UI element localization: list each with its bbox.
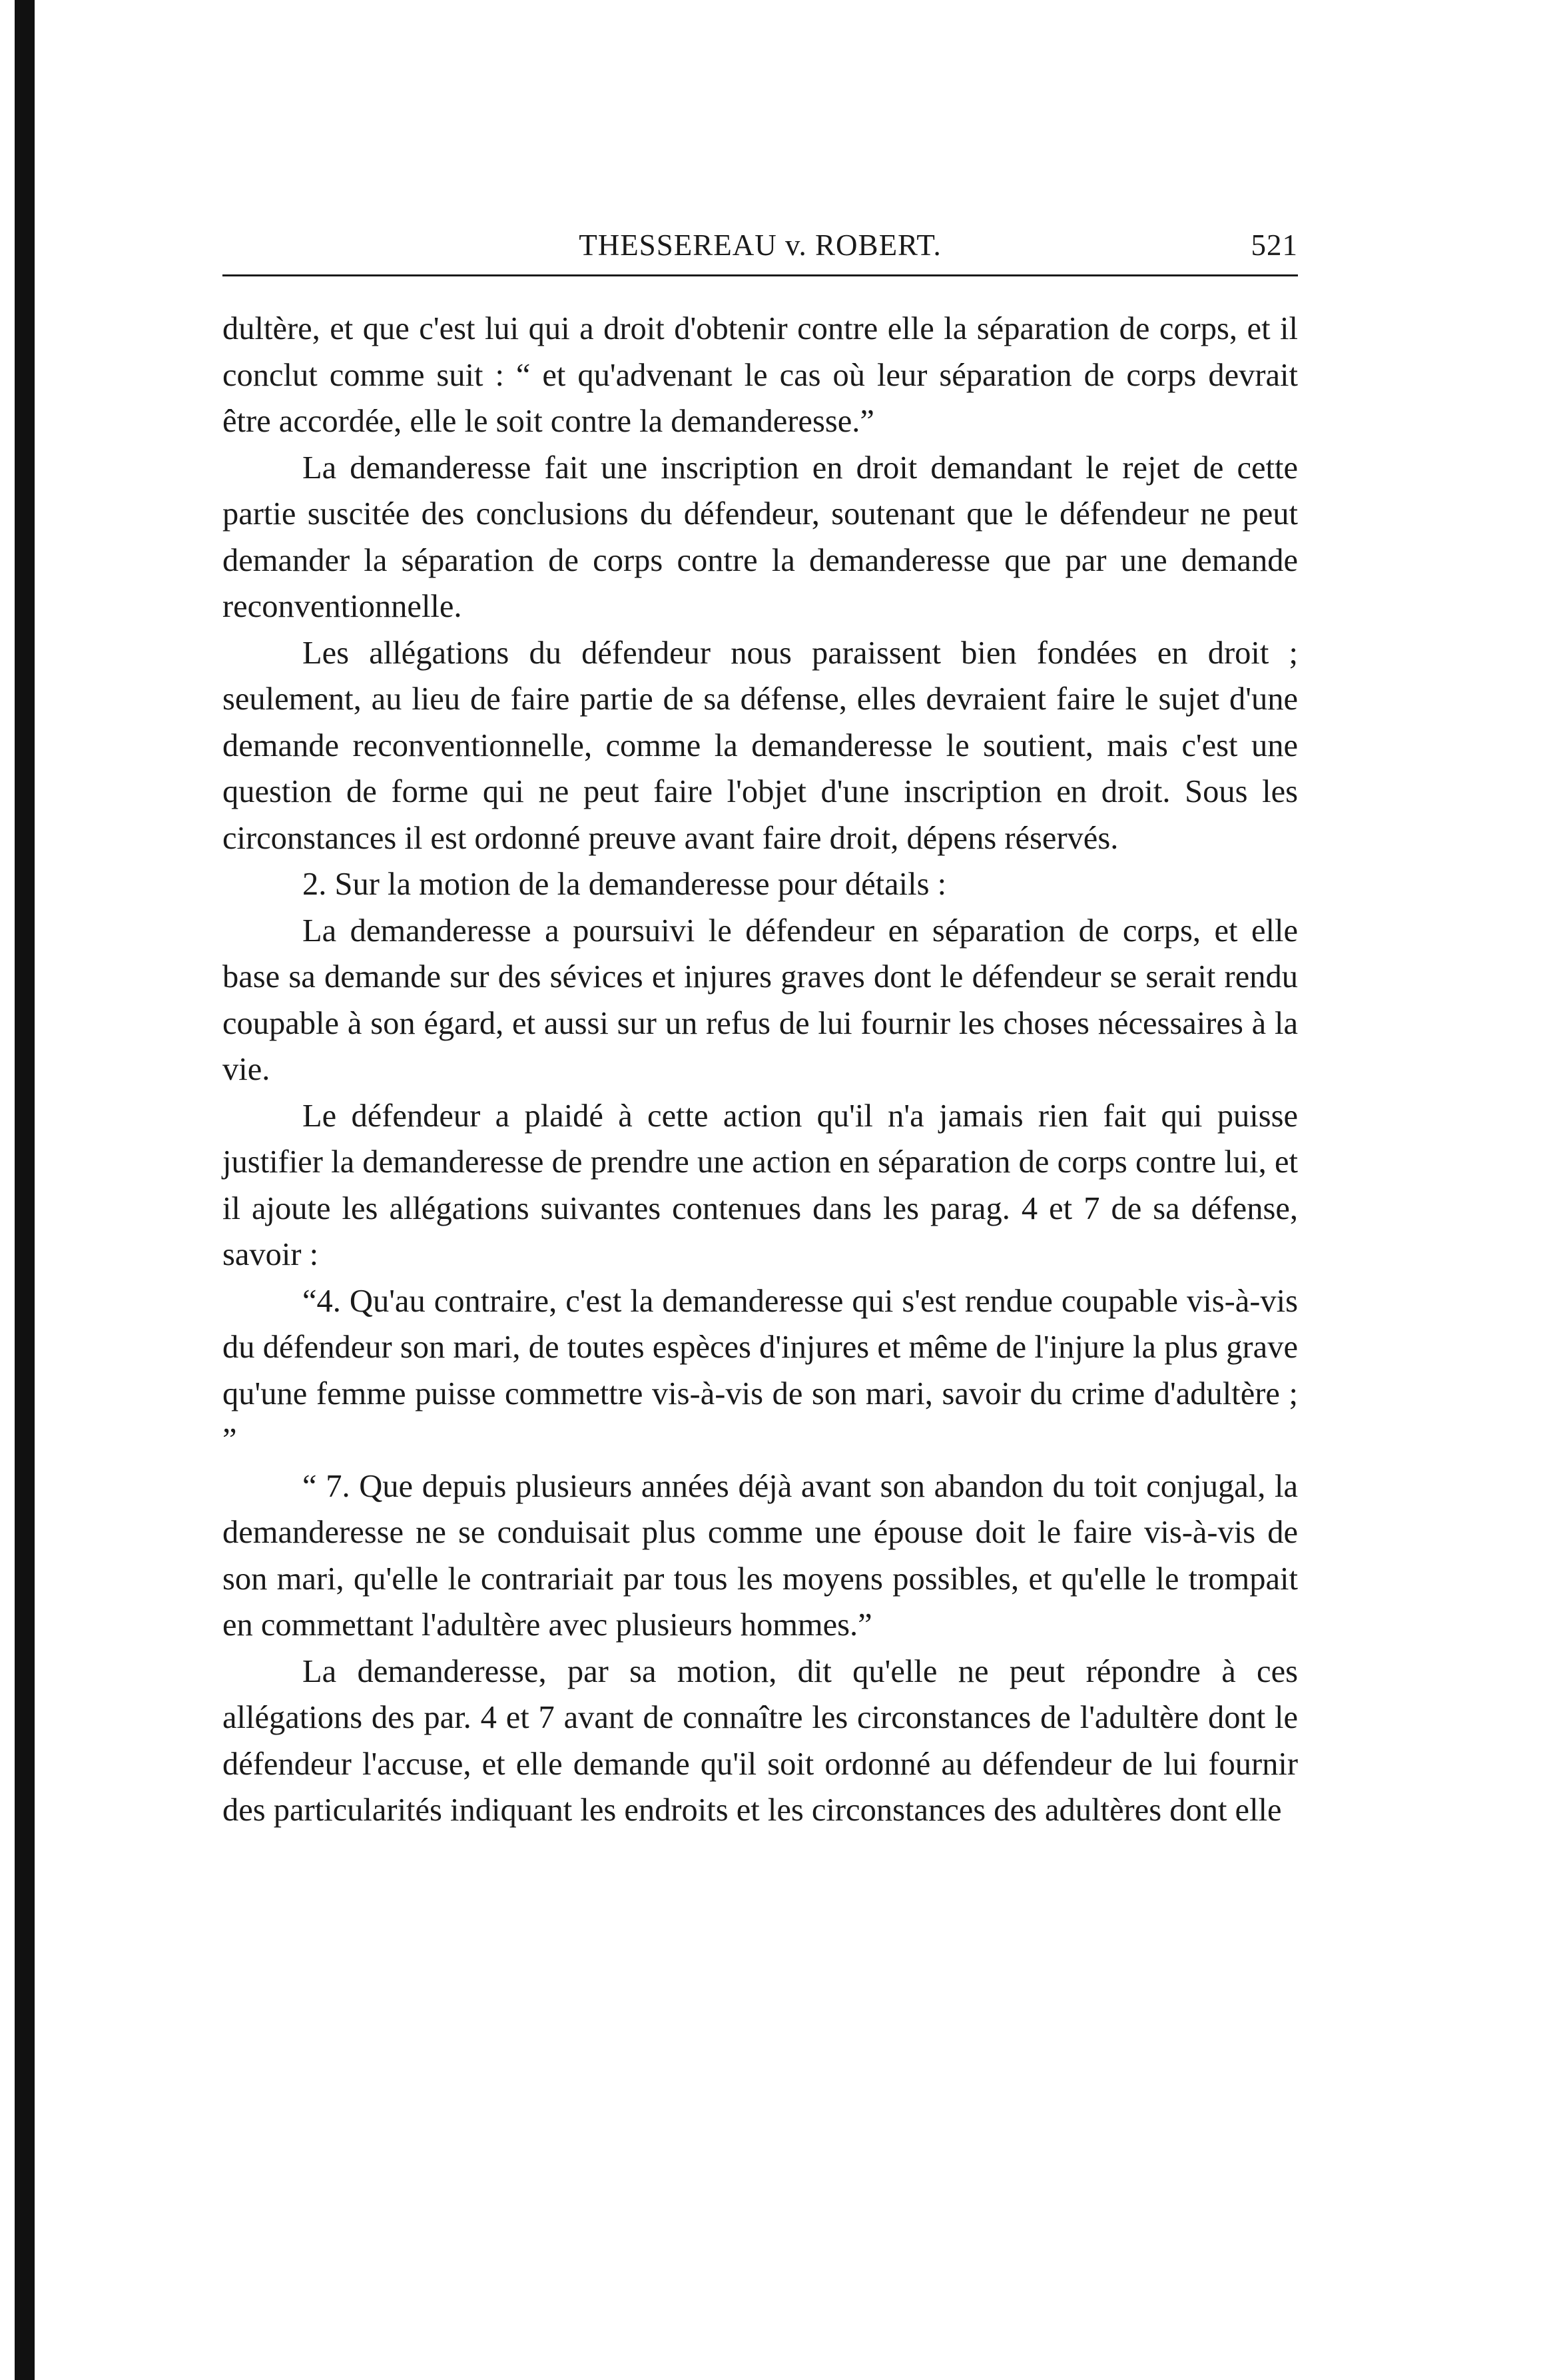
paragraph: Le défendeur a plaidé à cette action qu'il n'a jamais rien fait qui puisse justifier la demanderesse de prendre une action en séparation de corps contre lui, et il ajoute les allégations suivantes contenues dans les parag. 4 et 7 de sa défense, savoir : [222, 1098, 1298, 1272]
paragraph: Les allégations du défendeur nous paraissent bien fondées en droit ; seulement, au lieu de faire partie de sa défense, elles devraient faire le sujet d'une demande reconventionnelle, comme la demanderesse le soutient, mais c'est une question de forme qui ne peut faire l'objet d'une inscription en droit. Sous les circonstances il est ordonné preuve avant faire droit, dépens réservés. [222, 635, 1298, 856]
paragraph: La demanderesse fait une inscription en droit demandant le rejet de cette partie suscitée des conclusions du défendeur, soutenant que le défendeur ne peut demander la séparation de corps contre la demanderesse que par une demande reconventionnelle. [222, 450, 1298, 624]
paragraph: La demanderesse a poursuivi le défendeur en séparation de corps, et elle base sa demande sur des sévices et injures graves dont le défendeur se serait rendu coupable à son égard, et aussi sur un refus de lui fournir les choses nécessaires à la vie. [222, 913, 1298, 1087]
quoted-allegation-4: “4. Qu'au contraire, c'est la demanderesse qui s'est rendue coupable vis-à-vis du défendeur son mari, de toutes espèces d'injures et même de l'injure la plus grave qu'une femme puisse commettre vis-à-vis de son mari, savoir du crime d'adultère ; ” [222, 1283, 1298, 1457]
quoted-allegation-7: “ 7. Que depuis plusieurs années déjà avant son abandon du toit conjugal, la demanderesse ne se conduisait plus comme une épouse doit le faire vis-à-vis de son mari, qu'elle le contrariait par tous les moyens possibles, et qu'elle le trompait en commettant l'adultère avec plusieurs hommes.” [222, 1468, 1298, 1643]
page-number: 521 [1251, 228, 1298, 262]
paragraph-continuation: dultère, et que c'est lui qui a droit d'obtenir contre elle la séparation de corps, et il conclut comme suit : “ et qu'advenant le cas où leur séparation de corps devrait être accordée, elle le soit contre la demanderesse.” [222, 311, 1298, 439]
paragraph: La demanderesse, par sa motion, dit qu'elle ne peut répondre à ces allégations des par. 4 et 7 avant de connaître les circonstances de l'adultère dont le défendeur l'accuse, et elle demande qu'il soit ordonné au défendeur de lui fournir des particularités indiquant les endroits et les circonstances des adultères dont elle [222, 1653, 1298, 1828]
header-rule [222, 274, 1298, 276]
page-binding-edge [15, 0, 35, 2380]
paragraph-motion-heading: 2. Sur la motion de la demanderesse pour détails : [302, 867, 947, 902]
book-page [222, 221, 1298, 1834]
running-title: THESSEREAU v. ROBERT. [579, 228, 942, 262]
body-text [222, 306, 1298, 1834]
running-head [222, 221, 1298, 274]
